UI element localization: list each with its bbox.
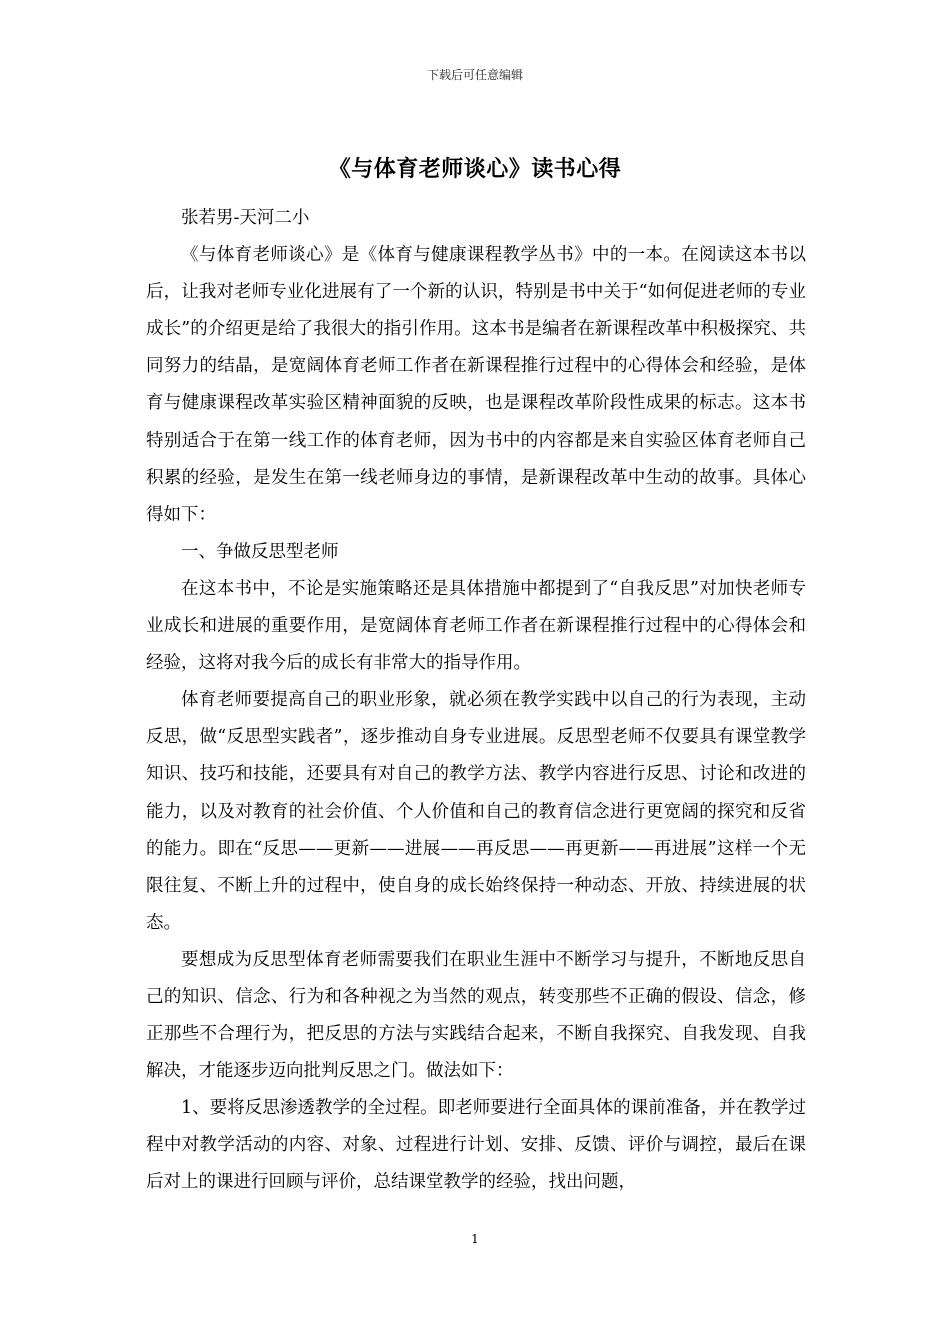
author-line: 张若男-天河二小 <box>181 208 310 228</box>
document-body <box>146 200 806 1202</box>
paragraph: 体育老师要提高自己的职业形象，就必须在教学实践中以自己的行为表现，主动反思，做“反思型实践者”，逐步推动自身专业进展。反思型老师不仅要具有课堂教学知识、技巧和技能，还要具有对自己的教学方法、教学内容进行反思、讨论和改进的能力，以及对教育的社会价值、个人价值和自己的教育信念进行更宽阔的探究和反省的能力。即在“反思——更新——进展——再反思——再更新——再进展”这样一个无限往复、不断上升的过程中，使自身的成长始终保持一种动态、开放、持续进展的状态。 <box>146 690 806 933</box>
section-heading: 一、争做反思型老师 <box>181 541 339 562</box>
paragraph: 在这本书中，不论是实施策略还是具体措施中都提到了“自我反思”对加快老师专业成长和进展的重要作用，是宽阔体育老师工作者在新课程推行过程中的心得体会和经验，这将对我今后的成长有非常大的指导作用。 <box>146 578 806 674</box>
paragraph-intro: 《与体育老师谈心》是《体育与健康课程教学丛书》中的一本。在阅读这本书以后，让我对老师专业化进展有了一个新的认识，特别是书中关于“如何促进老师的专业成长”的介绍更是给了我很大的指引作用。这本书是编者在新课程改革中积极探究、共同努力的结晶，是宽阔体育老师工作者在新课程推行过程中的心得体会和经验，是体育与健康课程改革实验区精神面貌的反映，也是课程改革阶段性成果的标志。这本书特别适合于在第一线工作的体育老师，因为书中的内容都是来自实验区体育老师自己积累的经验，是发生在第一线老师身边的事情，是新课程改革中生动的故事。具体心得如下： <box>146 245 806 525</box>
page-number: 1 <box>471 1232 479 1246</box>
paragraph: 要想成为反思型体育老师需要我们在职业生涯中不断学习与提升，不断地反思自己的知识、信念、行为和各种视之为当然的观点，转变那些不正确的假设、信念，修正那些不合理行为，把反思的方法与实践结合起来，不断自我探究、自我发现、自我解决，才能逐步迈向批判反思之门。做法如下： <box>146 949 806 1082</box>
document-title: 《与体育老师谈心》读书心得 <box>328 157 622 182</box>
paragraph: 1、要将反思渗透教学的全过程。即老师要进行全面具体的课前准备，并在教学过程中对教学活动的内容、对象、过程进行计划、安排、反馈、评价与调控，最后在课后对上的课进行回顾与评价，总结课堂教学的经验，找出问题， <box>146 1098 806 1193</box>
header-note: 下载后可任意编辑 <box>426 68 523 82</box>
